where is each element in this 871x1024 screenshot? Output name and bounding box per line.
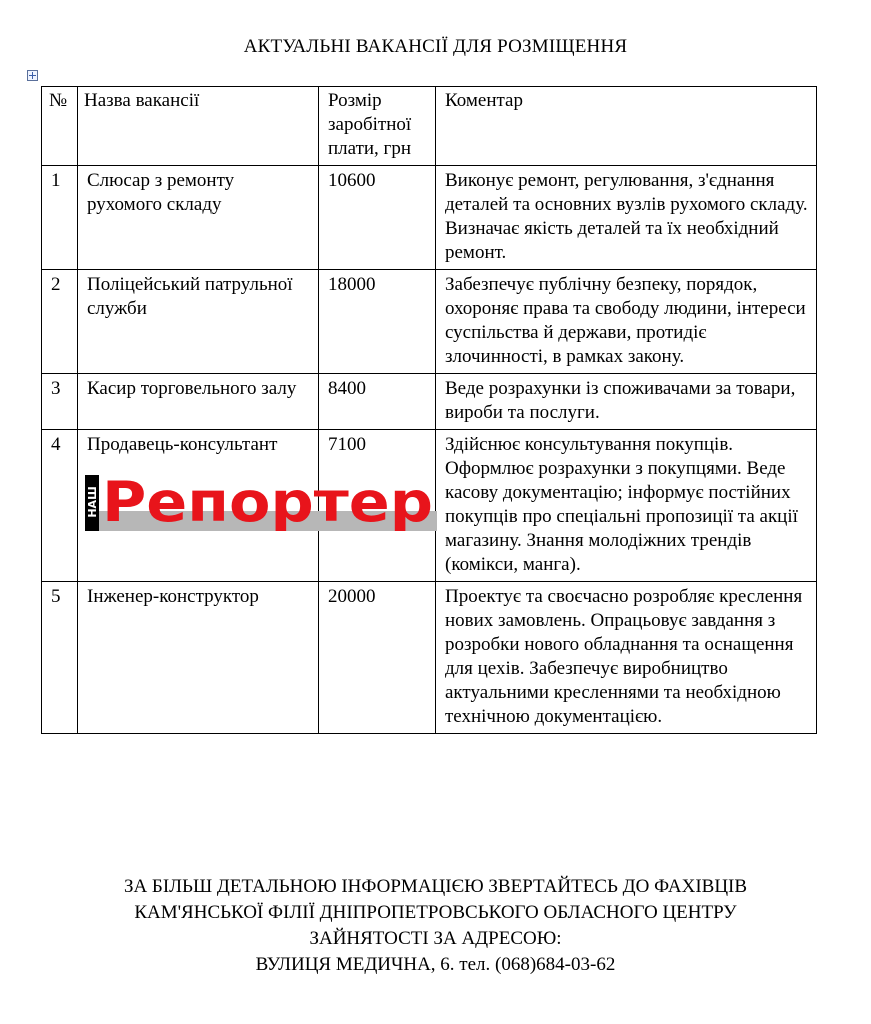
logo-main-text: Репортер xyxy=(102,473,433,531)
vacancy-comment: Виконує ремонт, регулювання, з'єднання деталей та основних вузлів рухомого складу. Визначає якість деталей та їх необхідний ремонт. xyxy=(436,166,817,270)
salary-value: 10600 xyxy=(319,166,436,270)
footer-line: КАМ'ЯНСЬКОЇ ФІЛІЇ ДНІПРОПЕТРОВСЬКОГО ОБЛАСНОГО ЦЕНТРУ xyxy=(134,902,737,923)
table-row xyxy=(42,374,817,430)
footer-line: ЗА БІЛЬШ ДЕТАЛЬНОЮ ІНФОРМАЦІЄЮ ЗВЕРТАЙТЕСЬ ДО ФАХІВЦІВ xyxy=(123,876,748,897)
vacancy-name: Інженер-конструктор xyxy=(78,582,319,734)
row-number: 5 xyxy=(42,582,78,734)
document-title: АКТУАЛЬНІ ВАКАНСІЇ ДЛЯ РОЗМІЩЕННЯ xyxy=(243,36,628,57)
row-number: 1 xyxy=(42,166,78,270)
logo-small-text: НАШ xyxy=(86,486,99,518)
vacancy-comment: Веде розрахунки із споживачами за товари, вироби та послуги. xyxy=(436,374,817,430)
table-row xyxy=(42,430,817,582)
footer-line: ЗАЙНЯТОСТІ ЗА АДРЕСОЮ: xyxy=(309,928,562,949)
vacancies-table xyxy=(41,86,817,734)
vacancy-name: Слюсар з ремонту рухомого складу xyxy=(78,166,319,270)
vacancy-comment: Проектує та своєчасно розробляє креслення нових замовлень. Опрацьовує завдання з розробки нового обладнання та оснащення для цехів. Забезпечує виробництво актуальними кресленнями та необхідною технічною документацією. xyxy=(436,582,817,734)
salary-value: 18000 xyxy=(319,270,436,374)
vacancy-comment: Здійснює консультування покупців. Оформлює розрахунки з покупцями. Веде касову документацію; інформує постійних покупців про спеціальні пропозиції та акції магазину. Знання молодіжних трендів (комікси, манга). xyxy=(436,430,817,582)
row-number: 2 xyxy=(42,270,78,374)
header-number: № xyxy=(42,87,78,166)
salary-value: 7100 xyxy=(319,430,436,582)
reporter-logo xyxy=(85,473,437,531)
table-row xyxy=(42,166,817,270)
vacancy-name: Продавець-консультант xyxy=(87,434,278,455)
header-salary: Розмір заробітної плати, грн xyxy=(319,87,436,166)
row-number: 3 xyxy=(42,374,78,430)
footer-address-phone: ВУЛИЦЯ МЕДИЧНА, 6. тел. (068)684-03-62 xyxy=(255,954,616,975)
salary-value: 8400 xyxy=(319,374,436,430)
table-header-row xyxy=(42,87,817,166)
vacancy-comment: Забезпечує публічну безпеку, порядок, охороняє права та свободу людини, інтереси суспільства й держави, протидіє злочинності, в рамках закону. xyxy=(436,270,817,374)
header-comment: Коментар xyxy=(436,87,817,166)
salary-value: 20000 xyxy=(319,582,436,734)
table-move-handle-icon[interactable] xyxy=(27,70,38,81)
vacancy-name: Касир торговельного залу xyxy=(78,374,319,430)
row-number: 4 xyxy=(42,430,78,582)
table-row xyxy=(42,582,817,734)
header-vacancy-name: Назва вакансії xyxy=(78,87,319,166)
contact-footer xyxy=(0,874,871,978)
table-row xyxy=(42,270,817,374)
vacancy-name: Поліцейський патрульної служби xyxy=(78,270,319,374)
